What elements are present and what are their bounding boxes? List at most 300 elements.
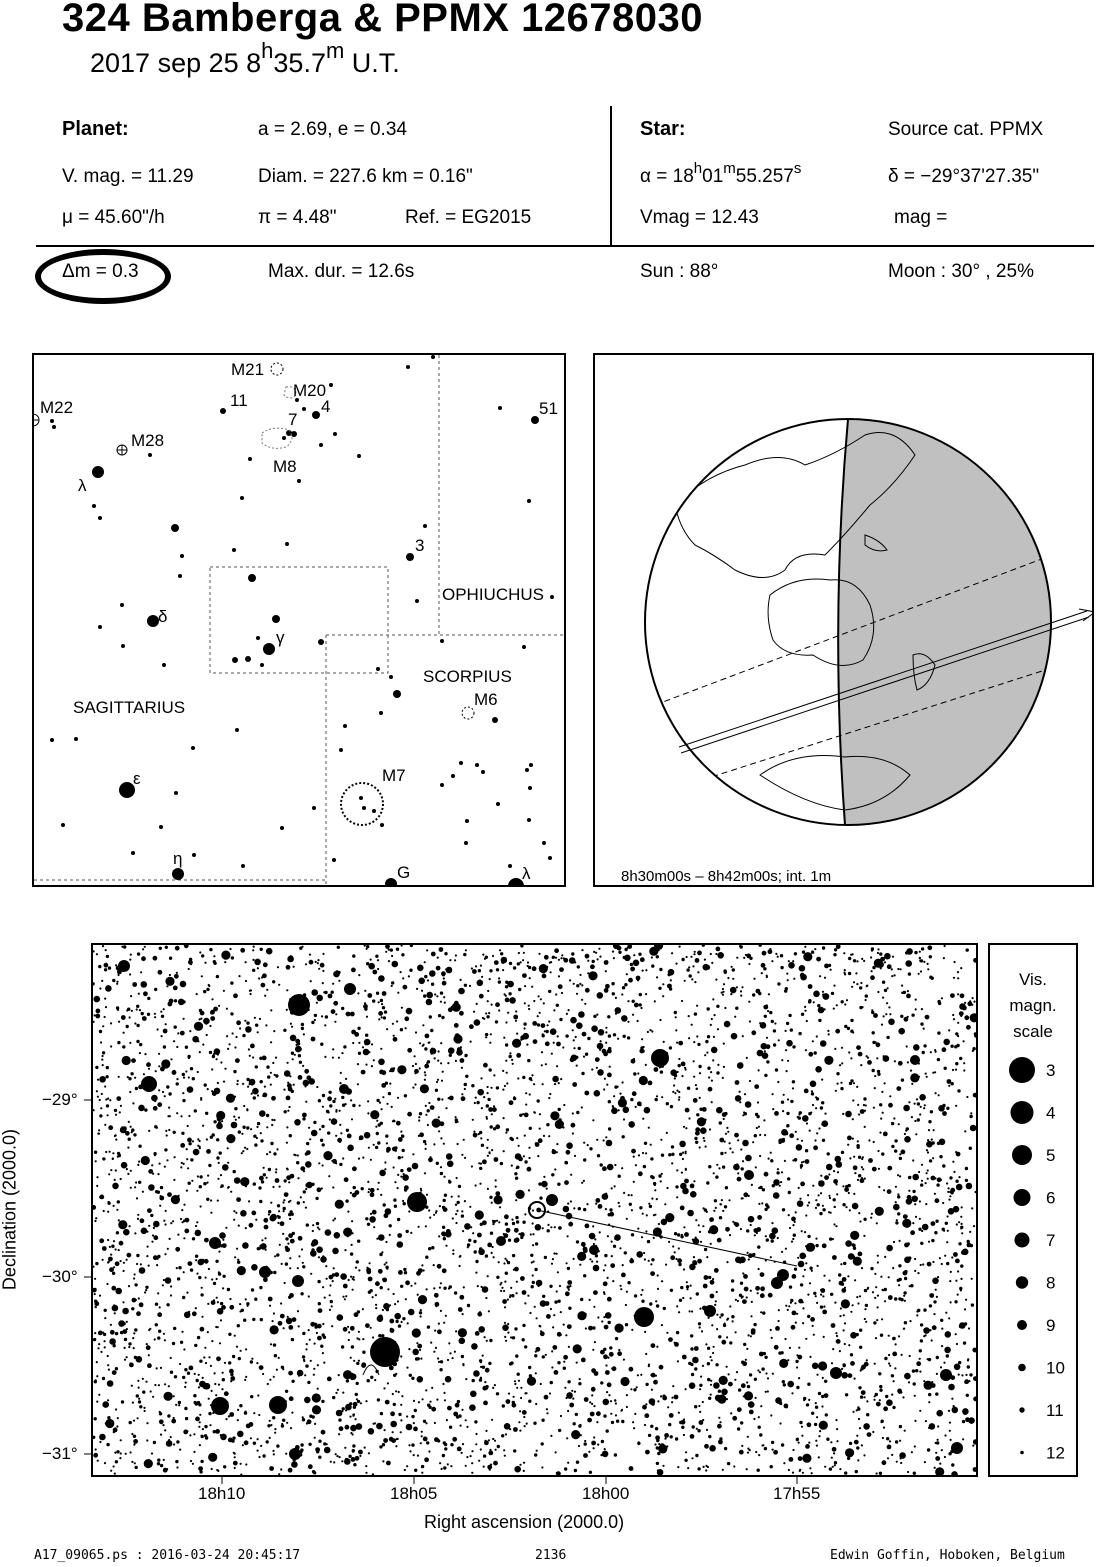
- field-star: [738, 1388, 741, 1391]
- field-star: [908, 972, 911, 975]
- field-star: [644, 1142, 647, 1145]
- field-star: [102, 1401, 109, 1408]
- field-star: [961, 1374, 963, 1376]
- field-star: [107, 1416, 110, 1419]
- field-star: [577, 1252, 586, 1261]
- field-star: [633, 1156, 635, 1158]
- field-star: [873, 1013, 878, 1018]
- field-star: [412, 1087, 414, 1089]
- field-star: [704, 1248, 707, 1251]
- field-star: [892, 956, 894, 958]
- field-star: [386, 1028, 388, 1030]
- field-star: [475, 965, 477, 967]
- field-star: [261, 1180, 264, 1183]
- field-star: [99, 1030, 102, 1033]
- alpha-sec: 55.257: [735, 166, 794, 187]
- field-star: [705, 1343, 707, 1345]
- field-star: [153, 1441, 156, 1444]
- field-star: [237, 1431, 244, 1438]
- field-star: [317, 962, 319, 964]
- field-star: [515, 1177, 518, 1180]
- field-star: [880, 1118, 882, 1120]
- field-star: [401, 945, 403, 947]
- field-star: [117, 1152, 120, 1155]
- label-lambda-sgr: λ: [78, 476, 87, 495]
- field-star: [914, 1270, 916, 1272]
- field-star: [417, 1344, 422, 1349]
- field-star: [852, 1411, 854, 1413]
- field-star: [164, 1392, 173, 1401]
- field-star: [593, 1306, 595, 1308]
- field-star: [452, 1253, 454, 1255]
- field-star: [295, 1039, 300, 1044]
- field-star: [595, 952, 597, 954]
- field-star: [958, 1374, 960, 1376]
- field-star: [157, 1173, 159, 1175]
- field-star: [959, 1057, 962, 1060]
- field-star: [918, 973, 920, 975]
- field-star: [126, 1168, 128, 1170]
- field-star: [462, 1363, 464, 1365]
- field-star: [474, 1250, 477, 1253]
- field-star: [523, 1155, 525, 1157]
- field-star: [194, 1022, 203, 1031]
- field-star: [209, 1051, 212, 1054]
- field-star: [847, 1144, 849, 1146]
- field-star: [180, 1166, 182, 1168]
- field-star: [323, 1151, 332, 1160]
- field-star: [970, 1112, 972, 1114]
- field-star: [886, 1437, 889, 1440]
- field-star: [931, 1239, 934, 1242]
- field-star: [656, 1198, 658, 1200]
- field-star: [770, 1256, 772, 1258]
- field-star: [308, 1127, 310, 1129]
- field-star: [280, 1314, 285, 1319]
- field-star: [947, 1215, 949, 1217]
- field-star: [815, 1295, 817, 1297]
- field-star: [138, 1398, 140, 1400]
- field-star: [216, 1356, 221, 1361]
- field-star: [468, 1239, 471, 1242]
- field-star: [614, 1164, 616, 1166]
- field-star: [634, 1003, 639, 1008]
- field-star: [308, 1329, 310, 1331]
- field-star: [816, 1374, 818, 1376]
- field-star: [337, 946, 340, 949]
- field-star: [533, 1111, 535, 1113]
- field-star: [699, 1146, 701, 1148]
- field-star: [955, 1259, 960, 1264]
- finder-star: [98, 625, 102, 629]
- field-star: [268, 1210, 271, 1213]
- field-star: [315, 1197, 318, 1200]
- field-star: [129, 1225, 131, 1227]
- field-star: [398, 1156, 401, 1159]
- field-star: [219, 1151, 222, 1154]
- field-star: [674, 1011, 677, 1014]
- field-star: [504, 1336, 506, 1338]
- field-star: [509, 1362, 512, 1365]
- field-star: [824, 1380, 827, 1383]
- field-star: [791, 1392, 793, 1394]
- finder-star: [263, 643, 275, 655]
- field-star: [614, 1185, 616, 1187]
- field-star: [490, 1232, 493, 1235]
- field-star: [155, 1303, 158, 1306]
- field-star: [888, 1006, 890, 1008]
- field-star: [620, 1410, 622, 1412]
- field-star: [361, 1070, 366, 1075]
- field-star: [476, 1003, 478, 1005]
- finder-star: [406, 553, 414, 561]
- field-star: [163, 1459, 165, 1461]
- field-star: [199, 1185, 202, 1188]
- field-star: [857, 1104, 859, 1106]
- field-star: [881, 1421, 883, 1423]
- field-star: [800, 1182, 805, 1187]
- field-star: [406, 1230, 409, 1233]
- field-star: [96, 1009, 101, 1014]
- field-star: [318, 1162, 320, 1164]
- field-star: [405, 1027, 407, 1029]
- field-star: [654, 1214, 656, 1216]
- field-star: [421, 1435, 423, 1437]
- field-star: [540, 1330, 542, 1332]
- field-star: [645, 1450, 650, 1455]
- field-star: [326, 1278, 328, 1280]
- field-star: [861, 1158, 863, 1160]
- field-star: [735, 1080, 740, 1085]
- field-star: [743, 1363, 745, 1365]
- field-star: [408, 1309, 415, 1316]
- field-star: [772, 1449, 774, 1451]
- field-star: [962, 1006, 967, 1011]
- field-star: [179, 1363, 181, 1365]
- field-star: [288, 1181, 290, 1183]
- field-star: [300, 1448, 303, 1451]
- field-star: [287, 1110, 289, 1112]
- field-star: [948, 1029, 950, 1031]
- field-star: [906, 994, 911, 999]
- field-star: [115, 1114, 117, 1116]
- field-star: [562, 1046, 564, 1048]
- field-star: [95, 1160, 97, 1162]
- field-star: [141, 956, 146, 961]
- field-star: [161, 1035, 163, 1037]
- field-star: [518, 988, 521, 991]
- field-star: [602, 1451, 609, 1458]
- field-star: [642, 1405, 647, 1410]
- finder-star: [440, 783, 444, 787]
- field-star: [657, 1452, 660, 1455]
- field-star: [366, 945, 369, 948]
- field-star: [425, 1225, 427, 1227]
- field-star: [551, 1366, 553, 1368]
- field-star: [372, 999, 375, 1002]
- field-star: [330, 1461, 332, 1463]
- field-star: [229, 1305, 234, 1310]
- field-star: [693, 953, 695, 955]
- field-star: [265, 1249, 267, 1251]
- field-star: [363, 1049, 370, 1056]
- field-star: [301, 1027, 304, 1030]
- field-star: [741, 1383, 746, 1388]
- field-star: [563, 1367, 566, 1370]
- field-star: [539, 1012, 541, 1014]
- field-star: [513, 1096, 515, 1098]
- field-star: [312, 1393, 321, 1402]
- field-star: [316, 1332, 318, 1334]
- field-star: [126, 1025, 129, 1028]
- field-star: [438, 1323, 440, 1325]
- field-star: [183, 1077, 185, 1079]
- field-star: [861, 1177, 863, 1179]
- field-star: [461, 1355, 464, 1358]
- field-star: [429, 1217, 431, 1219]
- field-star: [368, 1277, 373, 1282]
- field-star: [269, 1420, 271, 1422]
- field-star: [110, 1045, 112, 1047]
- field-star: [773, 1450, 778, 1455]
- field-star: [465, 1419, 467, 1421]
- field-star: [597, 958, 599, 960]
- field-star: [538, 1138, 543, 1143]
- field-star: [423, 994, 426, 997]
- field-star: [322, 1352, 324, 1354]
- field-star: [894, 1297, 897, 1300]
- field-star: [520, 1035, 525, 1040]
- field-star: [227, 1187, 229, 1189]
- field-star: [474, 1019, 481, 1026]
- field-star: [427, 1124, 429, 1126]
- field-star: [601, 1320, 603, 1322]
- planet-orbit: a = 2.69, e = 0.34: [258, 119, 407, 140]
- field-star: [159, 1412, 162, 1415]
- field-star: [311, 1183, 314, 1186]
- field-star: [600, 1040, 602, 1042]
- field-star: [257, 1450, 259, 1452]
- field-star: [695, 1084, 697, 1086]
- field-star: [669, 1046, 672, 1049]
- field-star: [948, 1085, 950, 1087]
- field-star: [658, 1230, 660, 1232]
- field-star: [805, 1049, 807, 1051]
- field-star: [858, 1212, 860, 1214]
- field-star: [138, 1297, 140, 1299]
- field-star: [585, 1053, 588, 1056]
- field-star: [426, 992, 433, 999]
- field-star: [378, 1269, 383, 1274]
- field-star: [479, 1131, 482, 1134]
- field-star: [116, 1450, 119, 1453]
- field-star: [620, 1377, 629, 1386]
- field-star: [212, 1091, 217, 1096]
- field-star: [221, 1305, 226, 1310]
- field-star: [186, 1158, 188, 1160]
- field-star: [94, 1220, 96, 1222]
- field-star: [313, 1374, 315, 1376]
- field-star: [398, 1391, 400, 1393]
- field-star: [588, 1451, 590, 1453]
- field-star: [567, 1267, 570, 1270]
- field-star: [534, 1268, 537, 1271]
- field-star: [549, 1285, 552, 1288]
- field-star: [820, 1175, 822, 1177]
- field-star: [925, 1203, 927, 1205]
- field-star: [146, 1422, 148, 1424]
- field-star: [393, 1293, 395, 1295]
- field-star: [203, 1182, 206, 1185]
- field-star: [964, 1130, 966, 1132]
- field-star: [750, 1224, 752, 1226]
- field-star: [384, 1213, 389, 1218]
- field-star: [529, 1312, 531, 1314]
- field-star: [424, 1457, 429, 1462]
- field-star: [792, 1274, 797, 1279]
- field-star: [344, 1249, 346, 1251]
- field-star: [842, 1277, 847, 1282]
- info-divider-horizontal: [36, 245, 1094, 247]
- field-star: [130, 1126, 132, 1128]
- field-star: [628, 1194, 630, 1196]
- field-star: [495, 1186, 497, 1188]
- field-star: [560, 1311, 562, 1313]
- field-star: [374, 1422, 376, 1424]
- field-star: [866, 985, 868, 987]
- field-star: [689, 1382, 696, 1389]
- field-star: [683, 1226, 685, 1228]
- field-star: [536, 1450, 538, 1452]
- field-star: [767, 1377, 769, 1379]
- field-star: [163, 1220, 165, 1222]
- field-star: [853, 1257, 862, 1266]
- field-star: [833, 1170, 835, 1172]
- field-star: [207, 1303, 209, 1305]
- field-star: [417, 1376, 424, 1383]
- field-star: [107, 1114, 109, 1116]
- field-star: [273, 1119, 275, 1121]
- field-star: [287, 1082, 289, 1084]
- field-star: [222, 1378, 225, 1381]
- field-star: [488, 1451, 493, 1456]
- field-star: [597, 1154, 600, 1157]
- field-star: [598, 1204, 603, 1209]
- field-star: [913, 1044, 920, 1051]
- field-star: [856, 1435, 858, 1437]
- field-star: [266, 948, 273, 955]
- field-star: [515, 1010, 517, 1012]
- field-star: [630, 1388, 632, 1390]
- field-star: [433, 1143, 435, 1145]
- field-star: [804, 946, 806, 948]
- field-star: [742, 1140, 749, 1147]
- field-star: [939, 1463, 941, 1465]
- field-star: [208, 1268, 210, 1270]
- field-star: [236, 1346, 238, 1348]
- field-star: [867, 1432, 872, 1437]
- field-star: [372, 1210, 377, 1215]
- field-star: [152, 1396, 154, 1398]
- field-star: [565, 1334, 567, 1336]
- field-star: [584, 1091, 589, 1096]
- field-star: [888, 1295, 893, 1300]
- field-star: [927, 1169, 929, 1171]
- field-star: [833, 1223, 835, 1225]
- field-star: [520, 1232, 525, 1237]
- field-star: [664, 1438, 666, 1440]
- field-star: [757, 1287, 759, 1289]
- field-star: [475, 1331, 480, 1336]
- field-star: [190, 1067, 193, 1070]
- field-star: [702, 1401, 704, 1403]
- field-star: [233, 1210, 235, 1212]
- field-star: [779, 1359, 788, 1368]
- field-star: [666, 1187, 668, 1189]
- field-star: [955, 1253, 957, 1255]
- field-star: [142, 1016, 147, 1021]
- field-star: [112, 1157, 114, 1159]
- field-star: [459, 1295, 464, 1300]
- field-star: [855, 1470, 858, 1473]
- field-star: [859, 986, 862, 989]
- field-star: [368, 1452, 370, 1454]
- field-star: [910, 1070, 912, 1072]
- field-star: [824, 1175, 829, 1180]
- field-star: [177, 1234, 179, 1236]
- field-star: [844, 1003, 846, 1005]
- field-star: [953, 1171, 955, 1173]
- field-star: [242, 1242, 249, 1249]
- field-star: [385, 945, 390, 949]
- field-star: [545, 1041, 550, 1046]
- field-star: [253, 1135, 256, 1138]
- finder-star: [92, 466, 104, 478]
- field-star: [844, 1322, 846, 1324]
- field-star: [193, 1149, 200, 1156]
- field-star: [754, 1084, 759, 1089]
- field-star: [300, 1292, 303, 1295]
- field-star: [459, 1265, 461, 1267]
- field-star: [645, 1353, 647, 1355]
- field-star: [373, 1059, 375, 1061]
- field-star: [489, 969, 492, 972]
- field-star: [573, 1047, 575, 1049]
- field-star: [522, 973, 527, 978]
- field-star: [553, 1009, 555, 1011]
- field-star: [828, 1211, 830, 1213]
- field-star: [128, 1285, 130, 1287]
- field-star: [952, 1209, 954, 1211]
- field-star: [242, 1126, 245, 1129]
- field-star: [963, 1069, 965, 1071]
- field-star: [155, 1190, 158, 1193]
- field-star: [934, 1049, 936, 1051]
- field-star: [155, 1070, 157, 1072]
- field-star: [411, 1377, 414, 1380]
- alpha-min: 01: [702, 166, 724, 187]
- field-star: [876, 1057, 878, 1059]
- field-star: [645, 1230, 647, 1232]
- field-star: [736, 957, 738, 959]
- field-star: [603, 1269, 605, 1271]
- field-star: [849, 1157, 851, 1159]
- field-star: [787, 1098, 789, 1100]
- field-star: [919, 1200, 921, 1202]
- field-star: [119, 1241, 124, 1246]
- field-star: [175, 1247, 180, 1252]
- field-star: [829, 1467, 832, 1470]
